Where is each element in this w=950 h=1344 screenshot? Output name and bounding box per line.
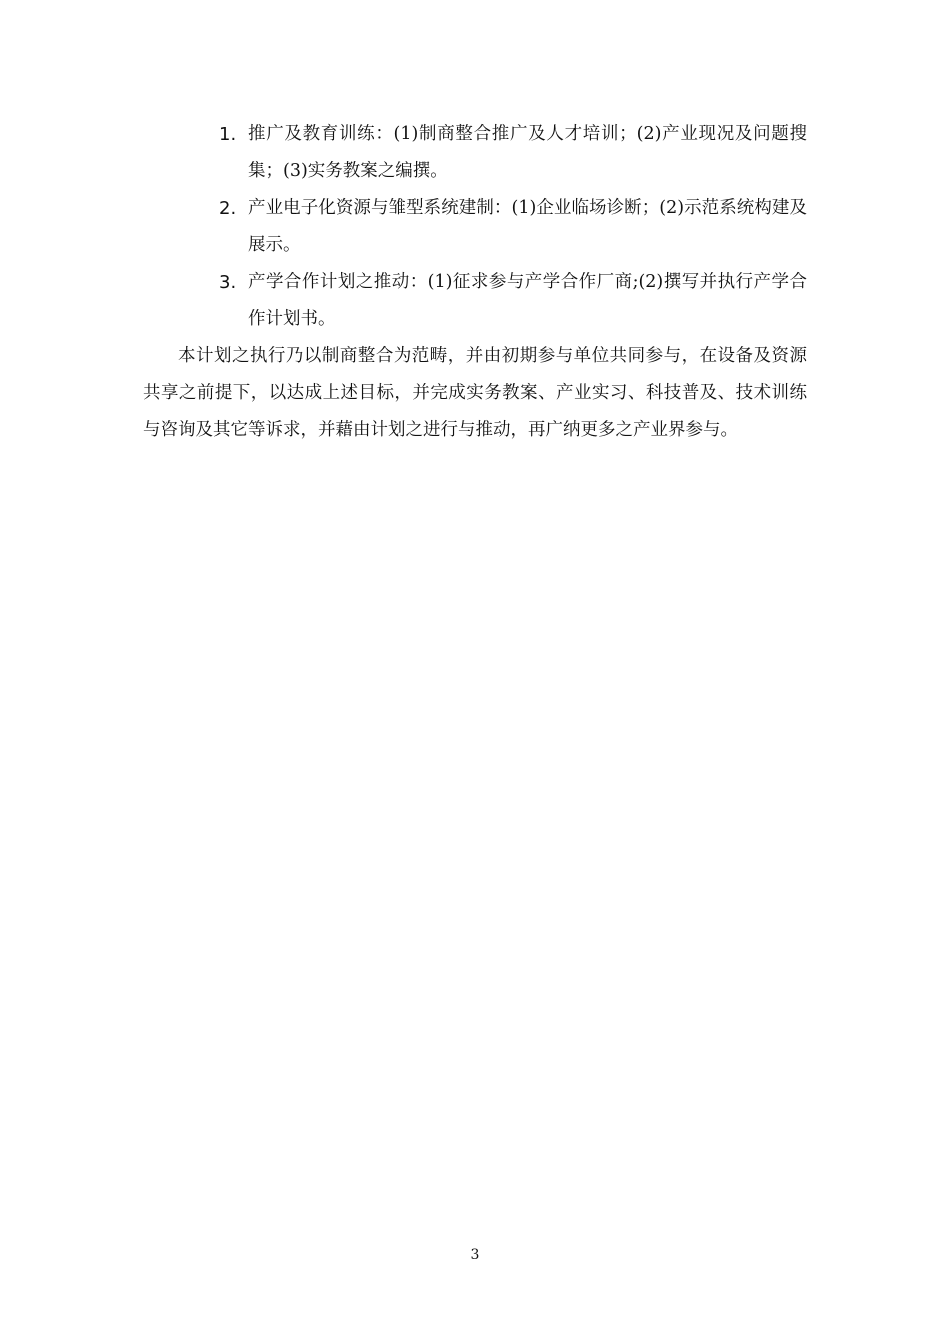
numbered-list: [143, 116, 807, 338]
list-item-text: 产业电子化资源与雏型系统建制：(1)企业临场诊断；(2)示范系统构建及展示。: [248, 198, 807, 255]
page-number: 3: [470, 1247, 480, 1263]
list-item-number: 2.: [219, 198, 237, 219]
document-body: [143, 116, 807, 449]
body-paragraph: 本计划之执行乃以制商整合为范畴，并由初期参与单位共同参与，在设备及资源共享之前提下，以达成上述目标，并完成实务教案、产业实习、科技普及、技术训练与咨询及其它等诉求，并藉由计划之进行与推动，再广纳更多之产业界参与。: [143, 346, 807, 440]
list-item: [143, 116, 807, 190]
list-item-number: 1.: [219, 124, 237, 145]
list-item: [143, 264, 807, 338]
list-item-text: 推广及教育训练：(1)制商整合推广及人才培训；(2)产业现况及问题搜集；(3)实务教案之编撰。: [248, 124, 807, 181]
list-item-text: 产学合作计划之推动：(1)征求参与产学合作厂商;(2)撰写并执行产学合作计划书。: [248, 272, 807, 329]
list-item-number: 3.: [219, 272, 237, 293]
list-item: [143, 190, 807, 264]
